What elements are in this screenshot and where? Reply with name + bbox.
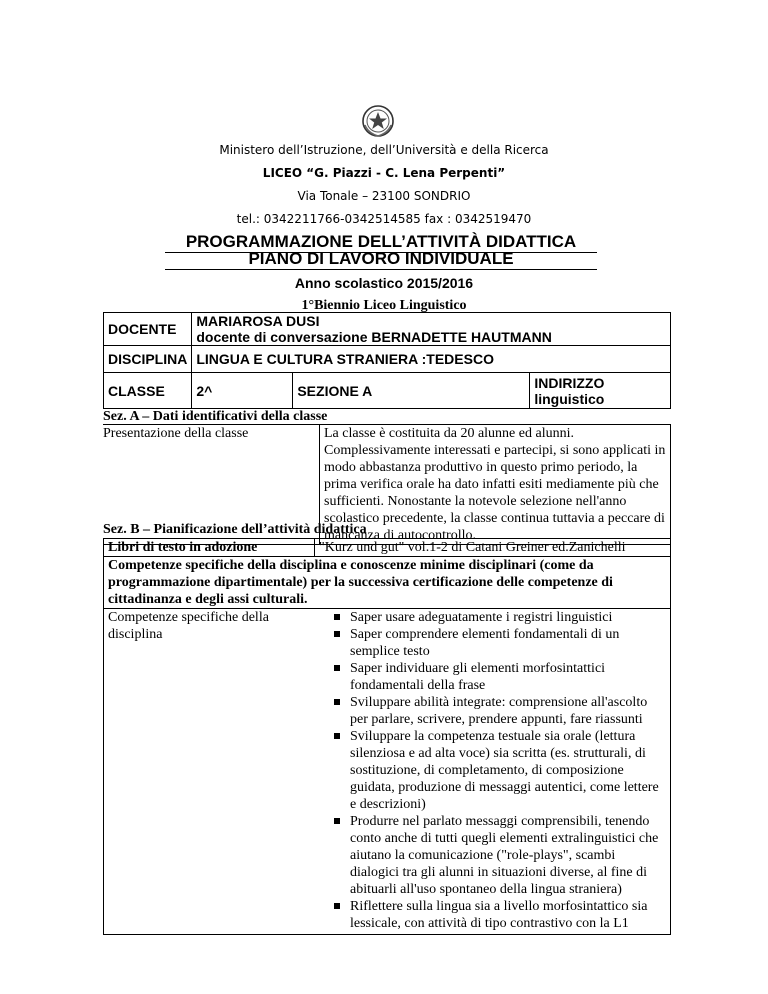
course-name: 1°Biennio Liceo Linguistico	[301, 298, 467, 313]
competences-heading: Competenze specifiche della disciplina e conoscenze minime disciplinari (come da programmazione dipartimentale) per la successiva certificazione delle competenze di cittadinanza e degli assi culturali.	[104, 557, 671, 609]
classe-value: 2^	[192, 373, 293, 409]
disciplina-label: DISCIPLINA	[104, 346, 192, 373]
conversation-teacher: docente di conversazione BERNADETTE HAUTMANN	[196, 329, 552, 345]
competence-item: Saper comprendere elementi fondamentali di un semplice testo	[350, 626, 666, 660]
document-subtitle: PIANO DI LAVORO INDIVIDUALE	[165, 249, 597, 270]
textbooks-table	[103, 538, 671, 557]
ministry-line: Ministero dell’Istruzione, dell’Università e della Ricerca	[219, 143, 549, 157]
school-year: Anno scolastico 2015/2016	[294, 275, 474, 291]
competences-table	[103, 556, 671, 935]
teacher-info-table	[103, 312, 671, 409]
competences-list	[328, 609, 666, 932]
disciplina-value: LINGUA E CULTURA STRANIERA :TEDESCO	[192, 346, 671, 373]
competences-label: Competenze specifiche della disciplina	[104, 609, 325, 935]
presentation-text: La classe è costituita da 20 alunne ed alunni. Complessivamente interessati e partecipi, si sono applicati in modo abbastanza produttivo in questo primo periodo, la prima verifica orale ha dato infatti esiti mediamente più che sufficienti. Nonostante la notevole selezione nell'anno scolastico precedente, la classe continua tuttavia a peccare di mancanza di autocontrollo.	[320, 425, 671, 545]
competence-item: Sviluppare la competenza testuale sia orale (lettura silenziosa e ad alta voce) sia scritta (es. strutturali, di sostituzione, di completamento, di composizione guidata, produzione di messaggi autentici, come lettere e descrizioni)	[350, 728, 666, 813]
section-b-heading: Sez. B – Pianificazione dell’attività didattica	[103, 522, 367, 537]
competence-item: Riflettere sulla lingua sia a livello morfosintattico sia lessicale, con attività di tipo contrastivo con la L1	[350, 898, 666, 932]
italian-republic-emblem-icon	[360, 103, 396, 139]
docente-value	[192, 313, 671, 346]
school-contacts: tel.: 0342211766-0342514585 fax : 0342519470	[236, 212, 532, 226]
competence-item: Produrre nel parlato messaggi comprensibili, tenendo conto anche di tutti quegli elementi extralinguistici che aiutano la comunicazione ("role-plays", scambi dialogici tra gli alunni in situazioni diverse, al fine di abituarli all'uso spontaneo della lingua straniera)	[350, 813, 666, 898]
school-name: LICEO “G. Piazzi - C. Lena Perpenti”	[262, 166, 506, 180]
sezione-value: SEZIONE A	[293, 373, 530, 409]
competence-item: Saper usare adeguatamente i registri linguistici	[350, 609, 666, 626]
document-title: PROGRAMMAZIONE DELL’ATTIVITÀ DIDATTICA	[165, 232, 597, 253]
classe-label: CLASSE	[104, 373, 192, 409]
presentation-label: Presentazione della classe	[103, 425, 320, 545]
competence-item: Saper individuare gli elementi morfosintattici fondamentali della frase	[350, 660, 666, 694]
docente-label: DOCENTE	[104, 313, 192, 346]
textbooks-label: Libri di testo in adozione	[104, 539, 315, 557]
school-address: Via Tonale – 23100 SONDRIO	[297, 189, 471, 203]
textbooks-value: "Kurz und gut" vol.1-2 di Catani Greiner ed.Zanichelli	[315, 539, 671, 557]
section-a-heading: Sez. A – Dati identificativi della classe	[103, 409, 328, 424]
competences-list-cell	[324, 609, 671, 935]
competence-item: Sviluppare abilità integrate: comprensione all'ascolto per parlare, scrivere, prendere appunti, fare riassunti	[350, 694, 666, 728]
indirizzo-value: INDIRIZZO linguistico	[530, 373, 671, 409]
teacher-name: MARIAROSA DUSI	[196, 313, 320, 329]
